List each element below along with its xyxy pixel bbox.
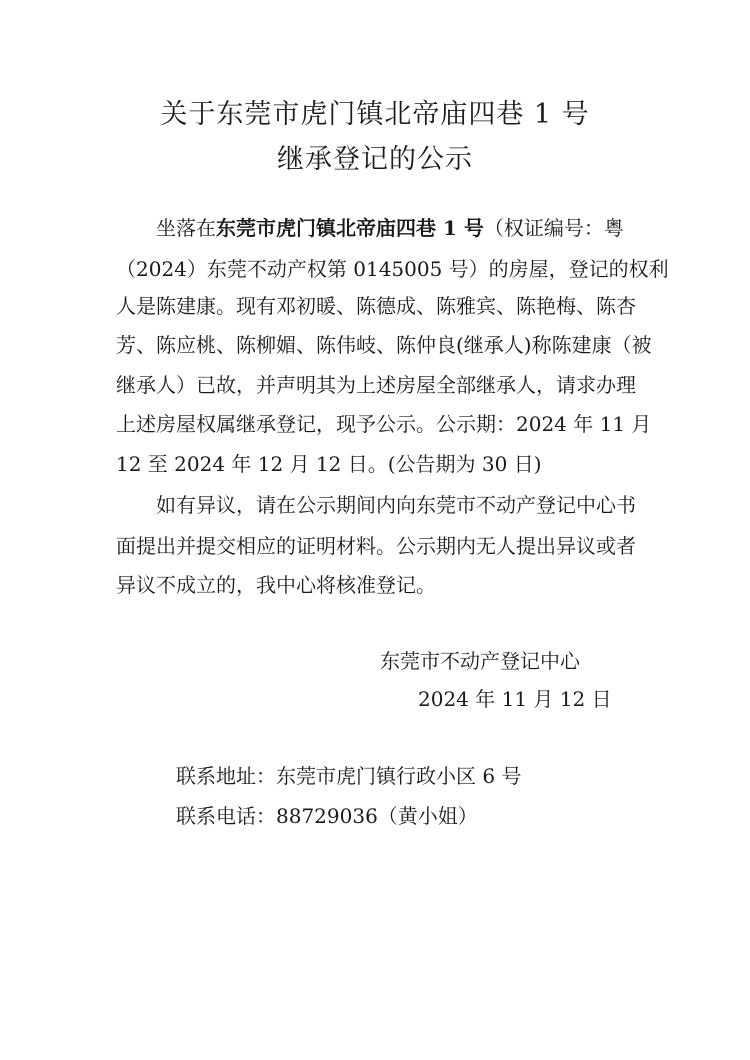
para2-line-2: 面提出并提交相应的证明材料。公示期内无人提出异议或者 (116, 534, 636, 558)
signature-date: 2024 年 11 月 12 日 (418, 687, 612, 711)
contact-phone: 联系电话：88729036（黄小姐） (176, 804, 478, 828)
para2-line-1: 如有异议，请在公示期间内向东莞市不动产登记中心书 (156, 493, 636, 517)
para1-line-5: 继承人）已故，并声明其为上述房屋全部继承人，请求办理 (116, 373, 636, 397)
signature-org: 东莞市不动产登记中心 (380, 649, 580, 673)
para1-prefix: 坐落在 (156, 216, 216, 240)
para2-line-3: 异议不成立的，我中心将核准登记。 (116, 573, 436, 597)
para1-line-4: 芳、陈应桃、陈柳媚、陈伟岐、陈仲良(继承人)称陈建康（被 (116, 333, 652, 357)
title-line-1: 关于东莞市虎门镇北帝庙四巷 1 号 (160, 99, 590, 130)
title-line-2: 继承登记的公示 (277, 144, 473, 175)
para1-line-2: （2024）东莞不动产权第 0145005 号）的房屋，登记的权利 (116, 257, 669, 281)
para1-line-3: 人是陈建康。现有邓初暖、陈德成、陈雅宾、陈艳梅、陈杏 (116, 294, 636, 318)
para1-line-7: 12 至 2024 年 12 月 12 日。(公告期为 30 日) (116, 452, 542, 476)
contact-address: 联系地址：东莞市虎门镇行政小区 6 号 (176, 764, 522, 788)
property-address: 东莞市虎门镇北帝庙四巷 1 号 (216, 216, 484, 240)
para1-line-1 (156, 218, 636, 238)
para1-line-6: 上述房屋权属继承登记，现予公示。公示期：2024 年 11 月 (116, 412, 652, 436)
para1-suffix: （权证编号：粤 (483, 216, 624, 240)
